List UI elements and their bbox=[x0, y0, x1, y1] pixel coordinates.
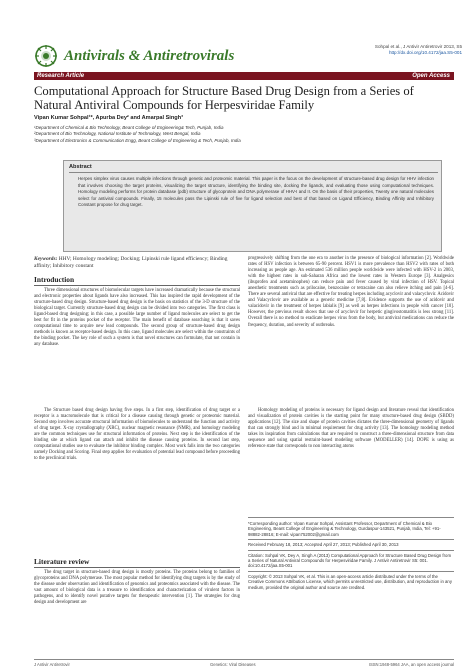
publication-dates: Received February 18, 2013; Accepted April 27, 2013; Published April 30, 2013 bbox=[248, 542, 399, 548]
right-column-paragraph: progressively shifting from the one era to another in the presence of biological information [2]. Worldwide rates of HSV infection is between 65-90 percent. HSV1 is more prevalence than HSV2 with rates of both increasing as people age. An estimated 536 million people worldwide were infected with HSV-2 in 2003, with the highest rates in sub-Saharan Africa and the lowest rates in Western Europe [3]. Analgesics (ibuprofen and acetaminophen) can reduce pain and fever caused by viral infection of HSV. Topical anesthetic treatments such as prilocaine, benzocaine or tetracaine can also relieve itching and pain [4-6]. There are several antiviral that are effective for treating herpes including acyclovir and valacyclovir. Acidovir and Valacyclovir are available as a generic medicine [7,8]. Evidence supports the use of acidovir and valacidovir in the treatment of herpes labialis [9] as well as herpes infections in people with cancer [10]. However, the previous result shows that use of acyclovir for herpetic gingivostomatitis is less strong [11]. Overall there is no method to eradicate herpes virus from the body, but antiviral medications can reduce the frequency, duration, and severity of outbreaks. bbox=[248, 256, 454, 328]
affiliations bbox=[34, 125, 454, 144]
article-type: Research Article bbox=[37, 73, 85, 79]
keywords-label: Keywords: bbox=[34, 256, 58, 262]
abstract-heading: Abstract bbox=[69, 164, 92, 170]
divider bbox=[34, 567, 240, 568]
divider bbox=[248, 539, 454, 540]
footer-journal: J Antivir Antiretrovir bbox=[34, 662, 70, 667]
correspondence-block bbox=[248, 517, 454, 590]
divider bbox=[34, 659, 454, 660]
citation-line: Sohpal et al., J Antivir Antiretrovir 2013, S5 bbox=[374, 44, 462, 49]
affiliation: ¹Department of Chemical & Bio Technology, Beant College of Engineering& Tech, Punjab, India bbox=[34, 125, 224, 130]
literature-paragraph: The drug target in structure-based drug design is mostly proteins. The proteins belong to families of glycoproteins and DNA polymerase. The most popular method for identifying drug targets is by the study of the disease under observation and identification of genomics and proteomics associated with the disease. The vast amount of biological data is a treasure to identification and characterization of virulent factors in pathogens, and to identify novel putative targets for therapeutic intervention [1]. The strategies for drug design and development are bbox=[34, 570, 240, 606]
divider bbox=[34, 285, 240, 286]
affiliation: ²Department of Bio Technology, National Institute of Technology, West Bengal, India bbox=[34, 131, 201, 137]
citation-text: Citation: Sohpal VK, Dey A, Singh A (2013) Computational Approach for Structure Based Drug Design from a Series of Natural Antiviral Compounds for Herpesviridae Family. J Antivir Antiretrovir S5: 001. doi:10.4172/jaa.S5-001 bbox=[248, 552, 452, 569]
copyright-text: Copyright: © 2013 Sohpal VK, et al. This is an open-access article distributed under the terms of the Creative Commons Attribution License, which permits unrestricted use, distribution, and reproduction in any medium, provided the original author and source are credited. bbox=[248, 573, 452, 590]
doi-link[interactable]: http://dx.doi.org/10.4172/jaa.S5-001 bbox=[388, 50, 462, 55]
abstract-box bbox=[63, 160, 442, 252]
page-header bbox=[0, 0, 474, 72]
footer-issue: Genetics: Viral Diseases bbox=[210, 662, 256, 667]
footer-issn: ISSN:1948-5964 JAA, an open access journal bbox=[368, 662, 454, 667]
section-heading-introduction: Introduction bbox=[34, 275, 75, 284]
divider bbox=[248, 571, 454, 572]
corresponding-author: *Corresponding author: Vipan Kumar Sohpal, Assistant Professor, Department of Chemical & Bio Engineering, Beant College of Engineering & Technology, Gurdaspur-143521, Punjab, India, Tel: +91-98882-28816; E-mail: vipan752002@gmail.com bbox=[248, 521, 441, 537]
intro-paragraph: The Structure based drug design having five steps. In a first step, identification of drug target or a receptor is a macromolecule that is critical for a disease causing through genetic or proteomic material. Second step involves accurate structural information of biomolecules to understand the function and activity of drug target. X-ray crystallography (XRC), nuclear magnetic resonance (NMR), and homology modeling are the common techniques use for structural information of proteins. Next step is the identification of the binding site at which ligand can attach and inhibit the disease causing proteins. In second last step, computational studies use to evaluate the inhibitor binding complex. Most work falls into the two categories namely Docking and Scoring. Final step applies for evaluation of potential lead compound before proceeding to the preclinical trials. bbox=[34, 408, 240, 462]
affiliation: ³Department of Electronics & Communication Engg, Beant College of Engineering & Tech, Punjab, India bbox=[34, 137, 241, 143]
authors: Vipan Kumar Sohpal¹*, Apurba Dey² and Amarpal Singh³ bbox=[34, 115, 183, 121]
journal-title: Antivirals & Antiretrovirals bbox=[64, 48, 235, 64]
open-access-label: Open Access bbox=[412, 73, 450, 79]
keywords bbox=[34, 256, 239, 269]
journal-logo bbox=[34, 44, 58, 68]
abstract-text: Herpes simplex virus causes multiple infections through genetic and proteomic material. This paper is the focus on the development of structure-based drug design for HHV infection that involves choosing the target proteins, visualizing the target structure, identifying the binding site, docking the ligands, and evaluating those using computational techniques. Homology modeling performs for protein database (pdb) structure of glycoprotein and DNA polymerase of HHV-I and II. On the basis of their properties, Twenty one natural molecules select for antiviral compounds. Finally, 15 molecules pass the Lipinski rule of five for ligand selection and best of that based on Ligand Efficiency, Binding Affinity and Inhibitory Constant propose for drug target. bbox=[78, 176, 434, 208]
section-heading-literature: Literature review bbox=[34, 557, 90, 566]
divider bbox=[69, 172, 438, 173]
article-type-bar bbox=[34, 72, 454, 80]
article-title: Computational Approach for Structure Based Drug Design from a Series of Natural Antiviral Compounds for Herpesviridae Family bbox=[34, 84, 414, 112]
citation-header bbox=[375, 44, 462, 56]
keywords-text: HHV; Homology modeling; Docking; Lipinski rule ligand efficiency; Binding affinity; Inhibitory constant bbox=[34, 256, 228, 269]
divider bbox=[248, 550, 454, 551]
intro-paragraph: Three dimensional structures of biomolecular targets have increased dramatically because the structural and electronic properties about ligands have also increased. This has inspired the rapid development of the structure-based drug design. Structure-based drug design is the basis on statistics of the 3-D structure of the biological target. Currently structure-based drug design can be divided into two categories. The first class is ligand-based drug designing; in this case, a possible large number of ligand molecules are select to get the best for fit in the proteins pocket of the receptor. The main benefit of database searching is that it saves computational time to acquire new lead compounds. The second group of structure-based drug design methods is known as receptor-based design. In this case, ligand molecules are select within the constraints of the binding pocket. The key role of such a system is that novel structures can formulate, that not contain in any database. bbox=[34, 288, 240, 348]
right-column-paragraph: Homology modeling of proteins is necessary for ligand design and literature reveal that identification and visualization of protein cavities is the starting point for many structure-based drug design (SBDD) applications [12]. The size and shape of protein cavities dictates the three-dimensional geometry of ligands that can strongly bind and in minimal requirement for drug activity [13]. The homology modeling method takes its inspiration from calculations that are required to construct a three-dimensional structure from data sequence and using spatial restraint-based modeling software (MODELLER) [14]. DOPE is using as reference state that corresponds to non interacting atoms bbox=[248, 408, 454, 450]
